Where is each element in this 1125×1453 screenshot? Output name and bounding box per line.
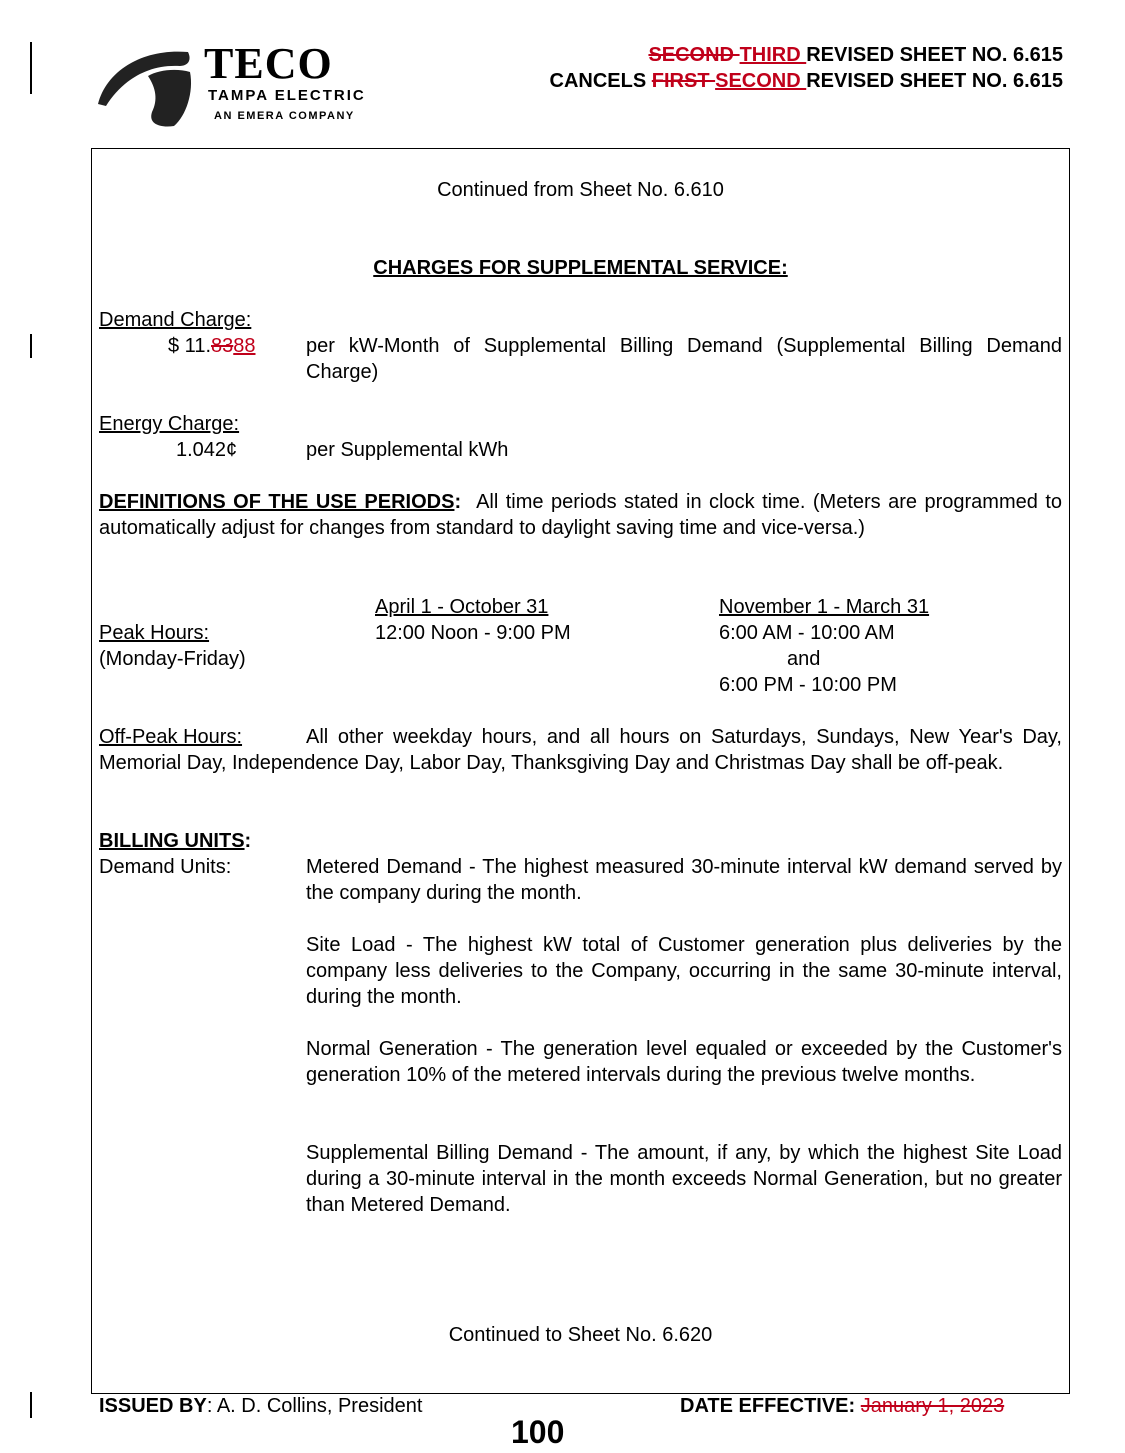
issued-by-label: ISSUED BY (99, 1395, 207, 1417)
line2-deleted: FIRST (651, 70, 716, 92)
change-bar-footer (30, 1392, 32, 1418)
continued-from: Continued from Sheet No. 6.610 (437, 179, 724, 201)
season-header-winter: November 1 - March 31 (719, 596, 930, 618)
peak-hours-winter-pm: 6:00 PM - 10:00 PM (719, 674, 897, 696)
date-effective (680, 1393, 1004, 1419)
definitions-title: DEFINITIONS OF THE USE PERIODS (99, 491, 455, 513)
demand-charge-description: per kW-Month of Supplemental Billing Demand (Supplemental Billing Demand Charge) (306, 335, 1062, 383)
demand-amount-inserted: 88 (233, 335, 256, 357)
billing-units-colon: : (244, 830, 252, 852)
definitions-colon: : (454, 491, 462, 513)
line1-inserted: THIRD (739, 44, 807, 66)
energy-charge-description: per Supplemental kWh (306, 439, 509, 461)
site-load-definition: Site Load - The highest kW total of Customer generation plus deliveries by the company less deliveries to the Company, occurring in the same 30-minute interval, during the month. (306, 934, 1062, 1008)
date-effective-deleted: January 1, 2023 (860, 1395, 1005, 1417)
logo-line1: TAMPA ELECTRIC (208, 87, 366, 104)
energy-charge-label: Energy Charge: (99, 413, 240, 435)
logo-brand: TECO (204, 39, 333, 88)
section-title (91, 255, 1070, 281)
line1-rest: REVISED SHEET NO. 6.615 (806, 44, 1063, 66)
sheet-number-line1 (648, 44, 1063, 67)
off-peak-paragraph (99, 724, 1062, 776)
line1-deleted: SECOND (648, 44, 740, 66)
peak-hours-and: and (787, 648, 821, 670)
logo-line2: AN EMERA COMPANY (214, 110, 355, 122)
section-title-text: CHARGES FOR SUPPLEMENTAL SERVICE: (373, 257, 788, 279)
line2-rest: REVISED SHEET NO. 6.615 (806, 70, 1063, 92)
supplemental-billing-definition: Supplemental Billing Demand - The amount, if any, by which the highest Site Load during a 30-minute interval in the month exceeds Normal Generation, but no greater than Metered Demand. (306, 1142, 1062, 1216)
normal-generation-definition: Normal Generation - The generation level equaled or exceeded by the Customer's generation 10% of the metered intervals during the previous twelve months. (306, 1038, 1062, 1086)
line2-inserted: SECOND (715, 70, 807, 92)
demand-charge-amount (168, 333, 256, 359)
definitions-paragraph (99, 489, 1062, 541)
demand-charge-label: Demand Charge: (99, 309, 252, 331)
page-number: 100 (511, 1414, 565, 1450)
sheet-number-line2 (550, 70, 1063, 93)
peak-hours-winter-am: 6:00 AM - 10:00 AM (719, 622, 895, 644)
definitions-text: All time periods stated in clock time. (Meters are programmed to automatically adjust for changes from standard to daylight saving time and vice-versa.) (99, 491, 1063, 539)
billing-units-title-text: BILLING UNITS (99, 830, 245, 852)
energy-charge-amount: 1.042¢ (176, 439, 238, 461)
billing-units-title (99, 828, 251, 854)
off-peak-label: Off-Peak Hours: (99, 726, 243, 748)
peak-hours-label: Peak Hours: (99, 622, 210, 644)
date-effective-label: DATE EFFECTIVE: (680, 1395, 861, 1417)
issued-by-value: : A. D. Collins, President (206, 1395, 423, 1417)
metered-demand-definition: Metered Demand - The highest measured 30-minute interval kW demand served by the company during the month. (306, 856, 1062, 904)
demand-amount-pre: $ 11. (168, 335, 211, 357)
change-bar-header (30, 42, 32, 94)
demand-units-label: Demand Units: (99, 856, 232, 878)
continued-to: Continued to Sheet No. 6.620 (448, 1324, 713, 1346)
peak-hours-summer: 12:00 Noon - 9:00 PM (375, 622, 571, 644)
demand-amount-deleted: 83 (211, 335, 234, 357)
issued-by (99, 1393, 422, 1419)
off-peak-text: All other weekday hours, and all hours on Saturdays, Sundays, New Year's Day, Memorial Day, Independence Day, Labor Day, Thanksgiving Day and Christmas Day shall be off-peak. (99, 726, 1062, 774)
swoosh-logo-icon (96, 42, 196, 128)
change-bar-demand (30, 334, 32, 358)
season-header-summer: April 1 - October 31 (375, 596, 549, 618)
line2-pre: CANCELS (549, 70, 652, 92)
peak-days: (Monday-Friday) (99, 648, 246, 670)
company-logo (96, 39, 426, 128)
